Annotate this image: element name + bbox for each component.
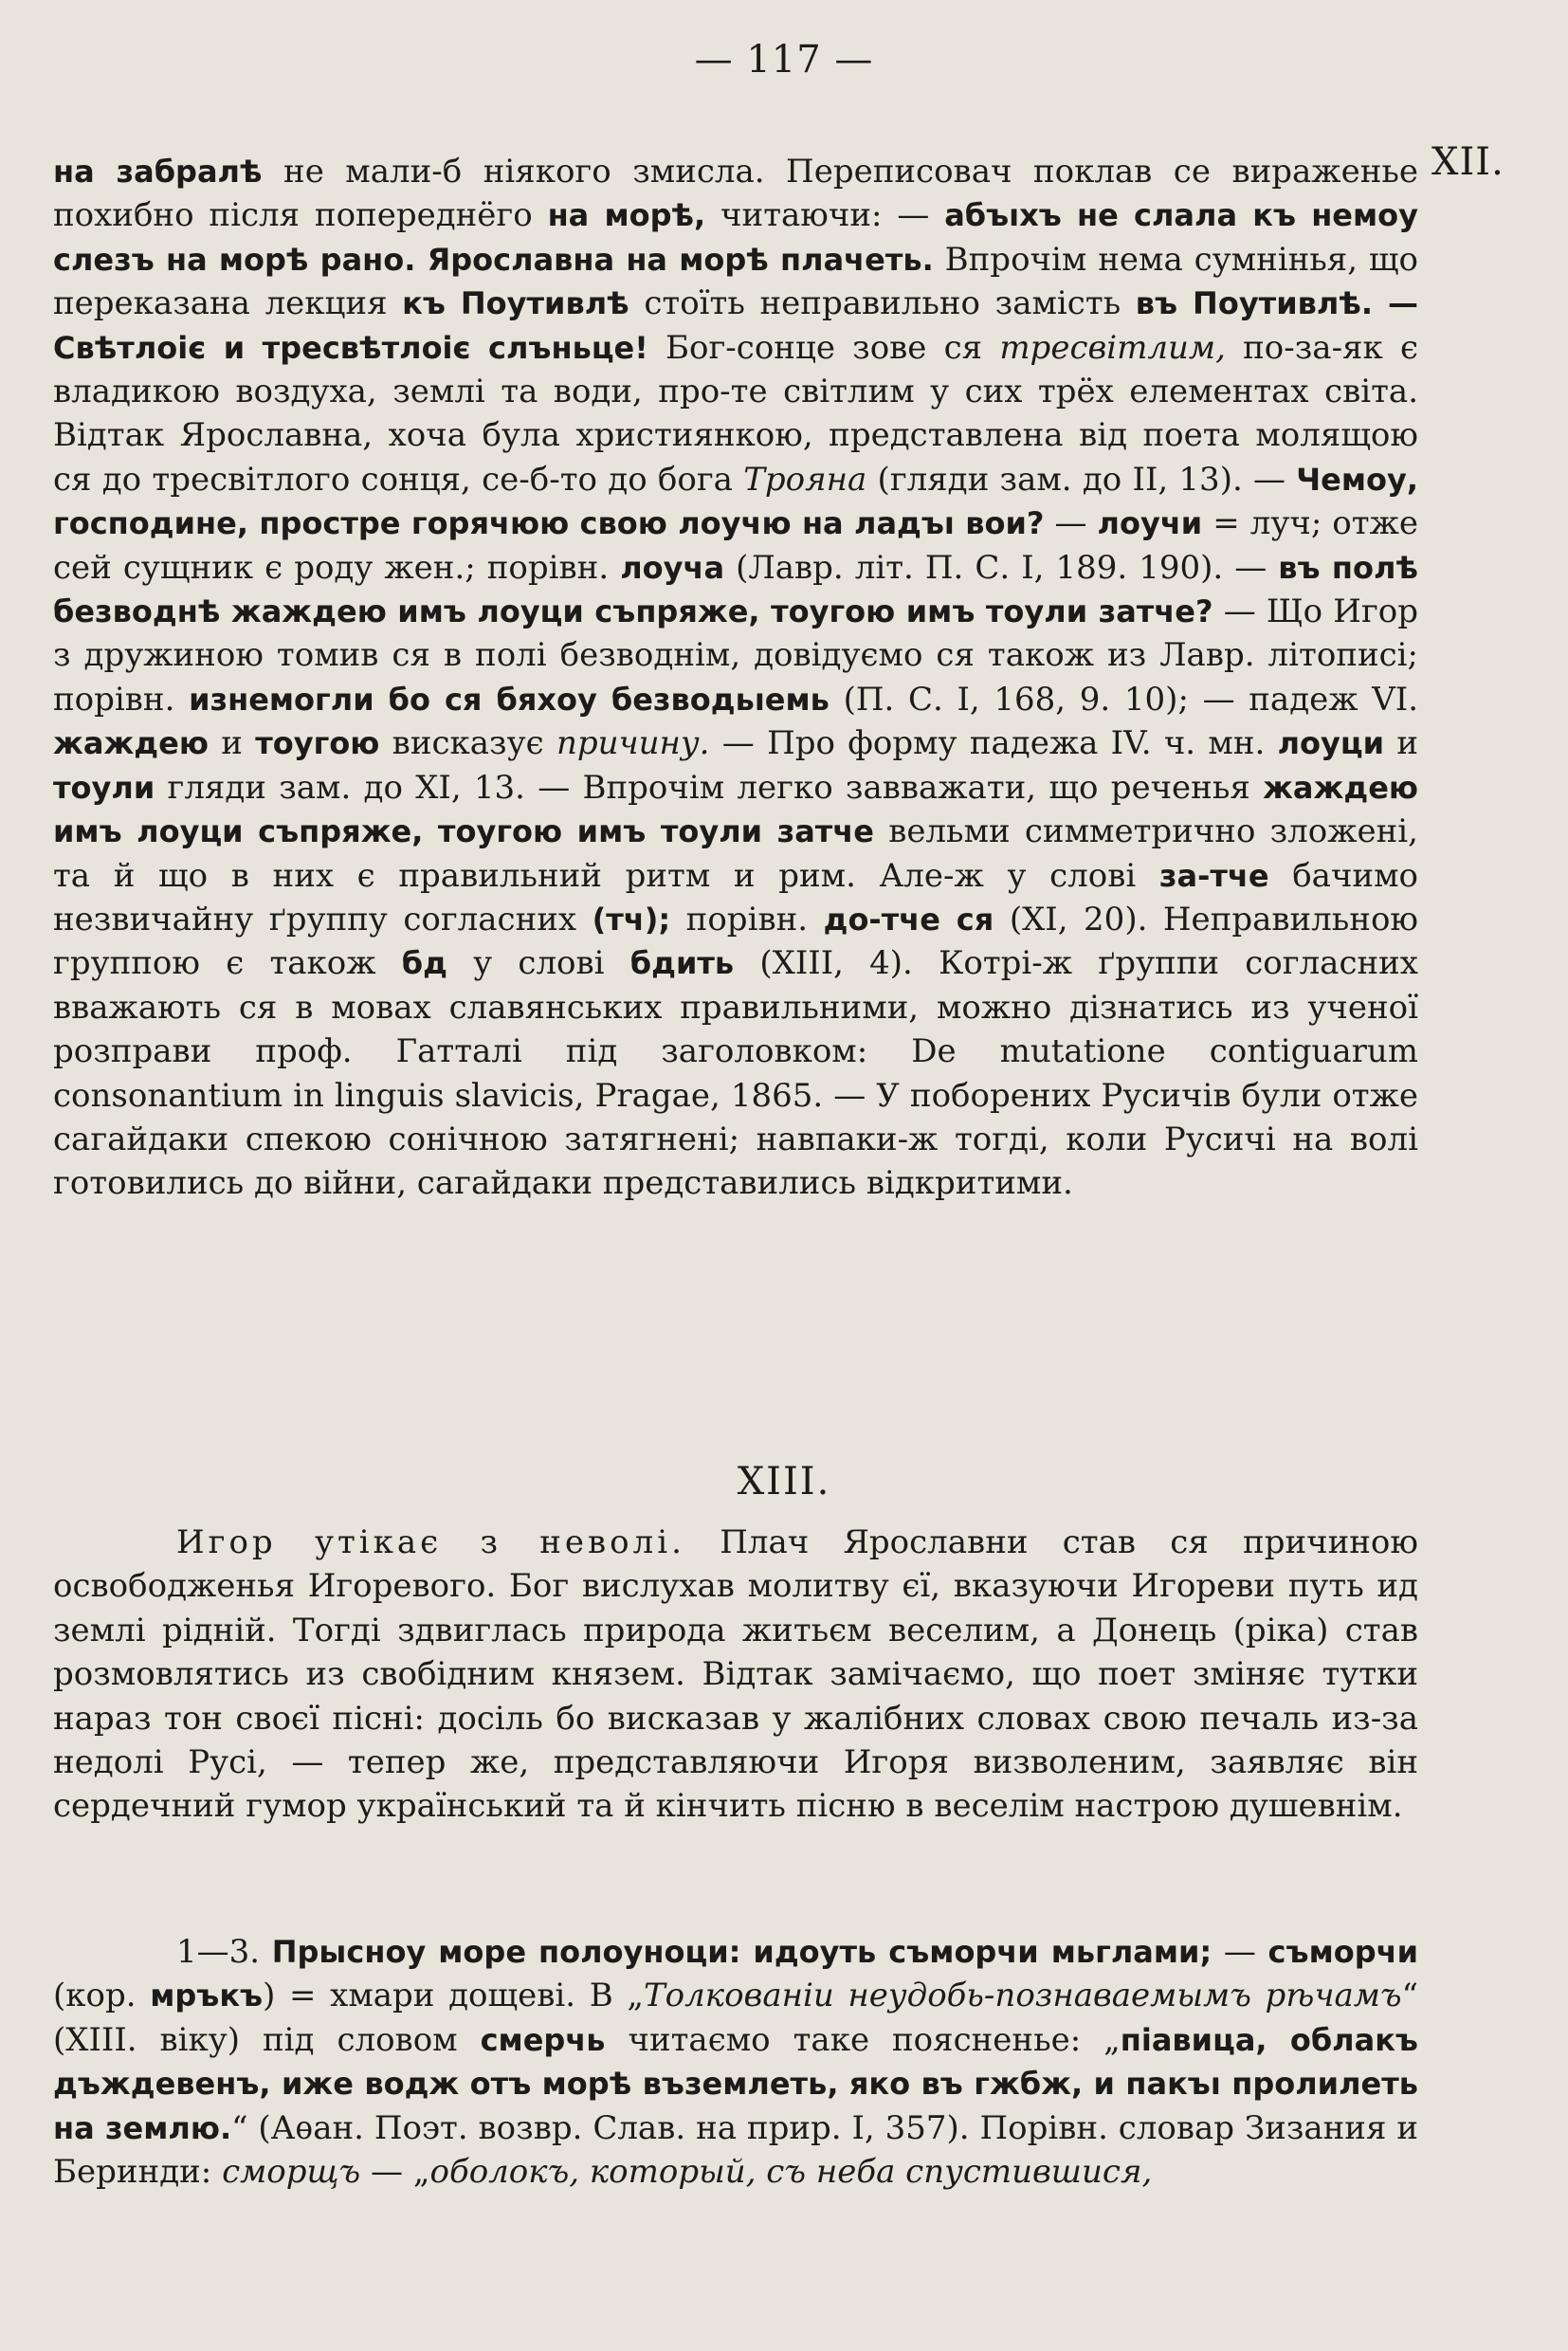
text-run: на морѣ, [547, 197, 706, 234]
text-run: бдить [629, 945, 735, 982]
text-run: по-за-як є владикою воздуха, землі та води, про-те світлим у сих трёх елементах світа. Відтак Ярославна, хоча була християнкою, представлена від поета молящою ся до тресвітлого сонця, се-б-то до бога [53, 328, 1418, 499]
page-number: — 117 — [694, 38, 874, 82]
text-run: Плач Ярославни став ся причиною освободженья Игоревого. Бог вислухав молитву єї, вказуючи Игореви путь ид землі рідній. Тогді здвиглась природа житьєм веселим, а Донець (ріка) став розмовлятись из свобідним князем. Відтак замічаємо, що поет зміняє тутки нараз тон своєї пісні: досіль бо висказав у жалібних словах свою печаль из-за недолі Русі, — тепер же, представляючи Игоря визволеним, заявляє він сердечний гумор український та й кінчить пісню в веселім настрою душевнім. [53, 1523, 1418, 1826]
text-run: жаждею имъ лоуци съпряже, тоугою имъ тоули затче [53, 769, 1418, 850]
text-run: у слові [447, 944, 630, 983]
text-run: Игор утікає з неволі. [176, 1523, 685, 1561]
text-run: (XIII, 4). Котрі-ж ґруппи согласних вважають ся в мовах славянських правильними, можно дізнатись из ученої розправи проф. Гатталі під заголовком: De mutatione contiguarum consonantium in linguis slavicis, Pragae, 1865. — У поборених Русичів були отже сагайдаки спекою сонічною затягнені; навпаки-ж тогді, коли Русичі на волі готовились до війни, сагайдаки представились відкритими. [53, 944, 1418, 1203]
text-run: (XI, 20). Неправильною группою є також [53, 900, 1419, 983]
text-run: къ Поутивлѣ [402, 285, 629, 322]
text-run: Чемоу, господине, простре горячюю свою лоучю на ладъı вои? [53, 461, 1418, 542]
text-run: тоугою [255, 725, 380, 762]
text-run: бд [401, 945, 447, 982]
text-run: 1—3. [176, 1933, 272, 1971]
text-run: ) = хмари дощеві. В „ [263, 1977, 644, 2015]
text-run: порівн. [670, 900, 824, 939]
commentary-paragraph-2 [53, 1521, 1418, 1829]
text-run: и [1384, 724, 1418, 763]
text-run: лоуча [620, 549, 725, 586]
text-run: въ полѣ безводнѣ жаждею имъ лоуци съпряже, тоугою имъ тоули затче? [53, 549, 1418, 630]
section-heading: XIII. [737, 1460, 831, 1504]
text-run: пiавица, облакъ дъждевенъ, иже водж отъ морѣ въземлеть, яко въ гжбж, и пакъı пролилеть на землю. [53, 2021, 1418, 2146]
margin-section-note: XII. [1431, 140, 1504, 184]
text-run: сморщъ [222, 2153, 361, 2192]
commentary-paragraph-1 [53, 150, 1418, 1206]
text-run: (П. С. I, 168, 9. 10); — падеж VI. [829, 680, 1419, 719]
text-run: на забралѣ [53, 154, 263, 190]
text-run: въ Поутивлѣ. — Свѣтлоіє и тресвѣтлоіє слъньце! [53, 285, 1419, 366]
text-run: Толкованiи неудобь-познаваемымъ рѣчамъ [643, 1977, 1402, 2015]
text-run: гляди зам. до XI, 13. — Впрочім легко завважати, що реченья [155, 768, 1264, 807]
text-run: оболокъ, который, съ неба спустившися, [429, 2153, 1153, 2192]
text-run: = луч; отже сей сущник є роду жен.; порівн. [53, 504, 1418, 587]
text-run: — Що Игор з дружиною томив ся в полі безводнім, довідуємо ся також из Лавр. літописі; порівн. [53, 592, 1419, 719]
text-run: висказує [379, 724, 556, 763]
text-run: изнемогли бо ся бяхоу безводьıемь [189, 681, 830, 718]
text-run: причину. [556, 724, 710, 763]
text-run: лоучи [1097, 505, 1203, 542]
text-run: стоїть неправильно замість [629, 284, 1136, 323]
text-run: “ (Аѳан. Поэт. возвр. Слав. на прир. I, 357). Порівн. словар Зизания и Беринди: [53, 2108, 1418, 2192]
text-run: бачимо незвичайну ґруппу согласних [53, 856, 1419, 939]
text-run: “ (XIII. віку) під словом [53, 1977, 1418, 2059]
text-run: за-тче [1158, 857, 1269, 894]
text-run: не мали-б ніякого змисла. Переписовач поклав се вираженье похибно після попереднёго [53, 153, 1418, 235]
text-run: и [208, 724, 256, 763]
text-run: — [1044, 504, 1098, 543]
text-run: — [1212, 1933, 1268, 1971]
text-run: жаждею [53, 725, 209, 762]
text-run: Трояна [743, 460, 867, 499]
text-run: (Лавр. літ. П. С. I, 189. 190). — [724, 548, 1279, 587]
text-run: мръкъ [150, 1977, 264, 2014]
text-run: читаємо таке поясненье: „ [605, 2020, 1121, 2059]
text-run: абъıхъ не слала къ немоу слезъ на морѣ рано. Ярославна на морѣ плачеть. [53, 197, 1418, 278]
text-run: (тч); [592, 901, 671, 938]
text-run: тресвітлим, [999, 328, 1226, 367]
text-run: Бог-сонце зове ся [647, 328, 1000, 367]
text-run: вельми симметрично зложені, та й що в них є правильний ритм и рим. Але-ж у слові [53, 812, 1418, 895]
text-run: лоуци [1277, 725, 1385, 762]
text-run: читаючи: — [705, 196, 945, 235]
commentary-paragraph-3 [53, 1930, 1418, 2194]
text-run: до-тче ся [823, 901, 994, 938]
text-run: (гляди зам. до II, 13). — [866, 460, 1297, 499]
text-run: смерчь [480, 2021, 606, 2058]
text-run: — Про форму падежа IV. ч. мн. [709, 724, 1278, 763]
text-run: (кор. [53, 1977, 151, 2015]
text-run: — „ [360, 2153, 430, 2192]
text-run: Впрочім нема сумнінья, що переказана лекция [53, 240, 1418, 323]
text-run: Прысноу море полоуноци: идоуть съморчи мьглами; [271, 1934, 1212, 1970]
text-run: съморчи [1267, 1934, 1418, 1970]
text-run: тоули [53, 769, 155, 806]
